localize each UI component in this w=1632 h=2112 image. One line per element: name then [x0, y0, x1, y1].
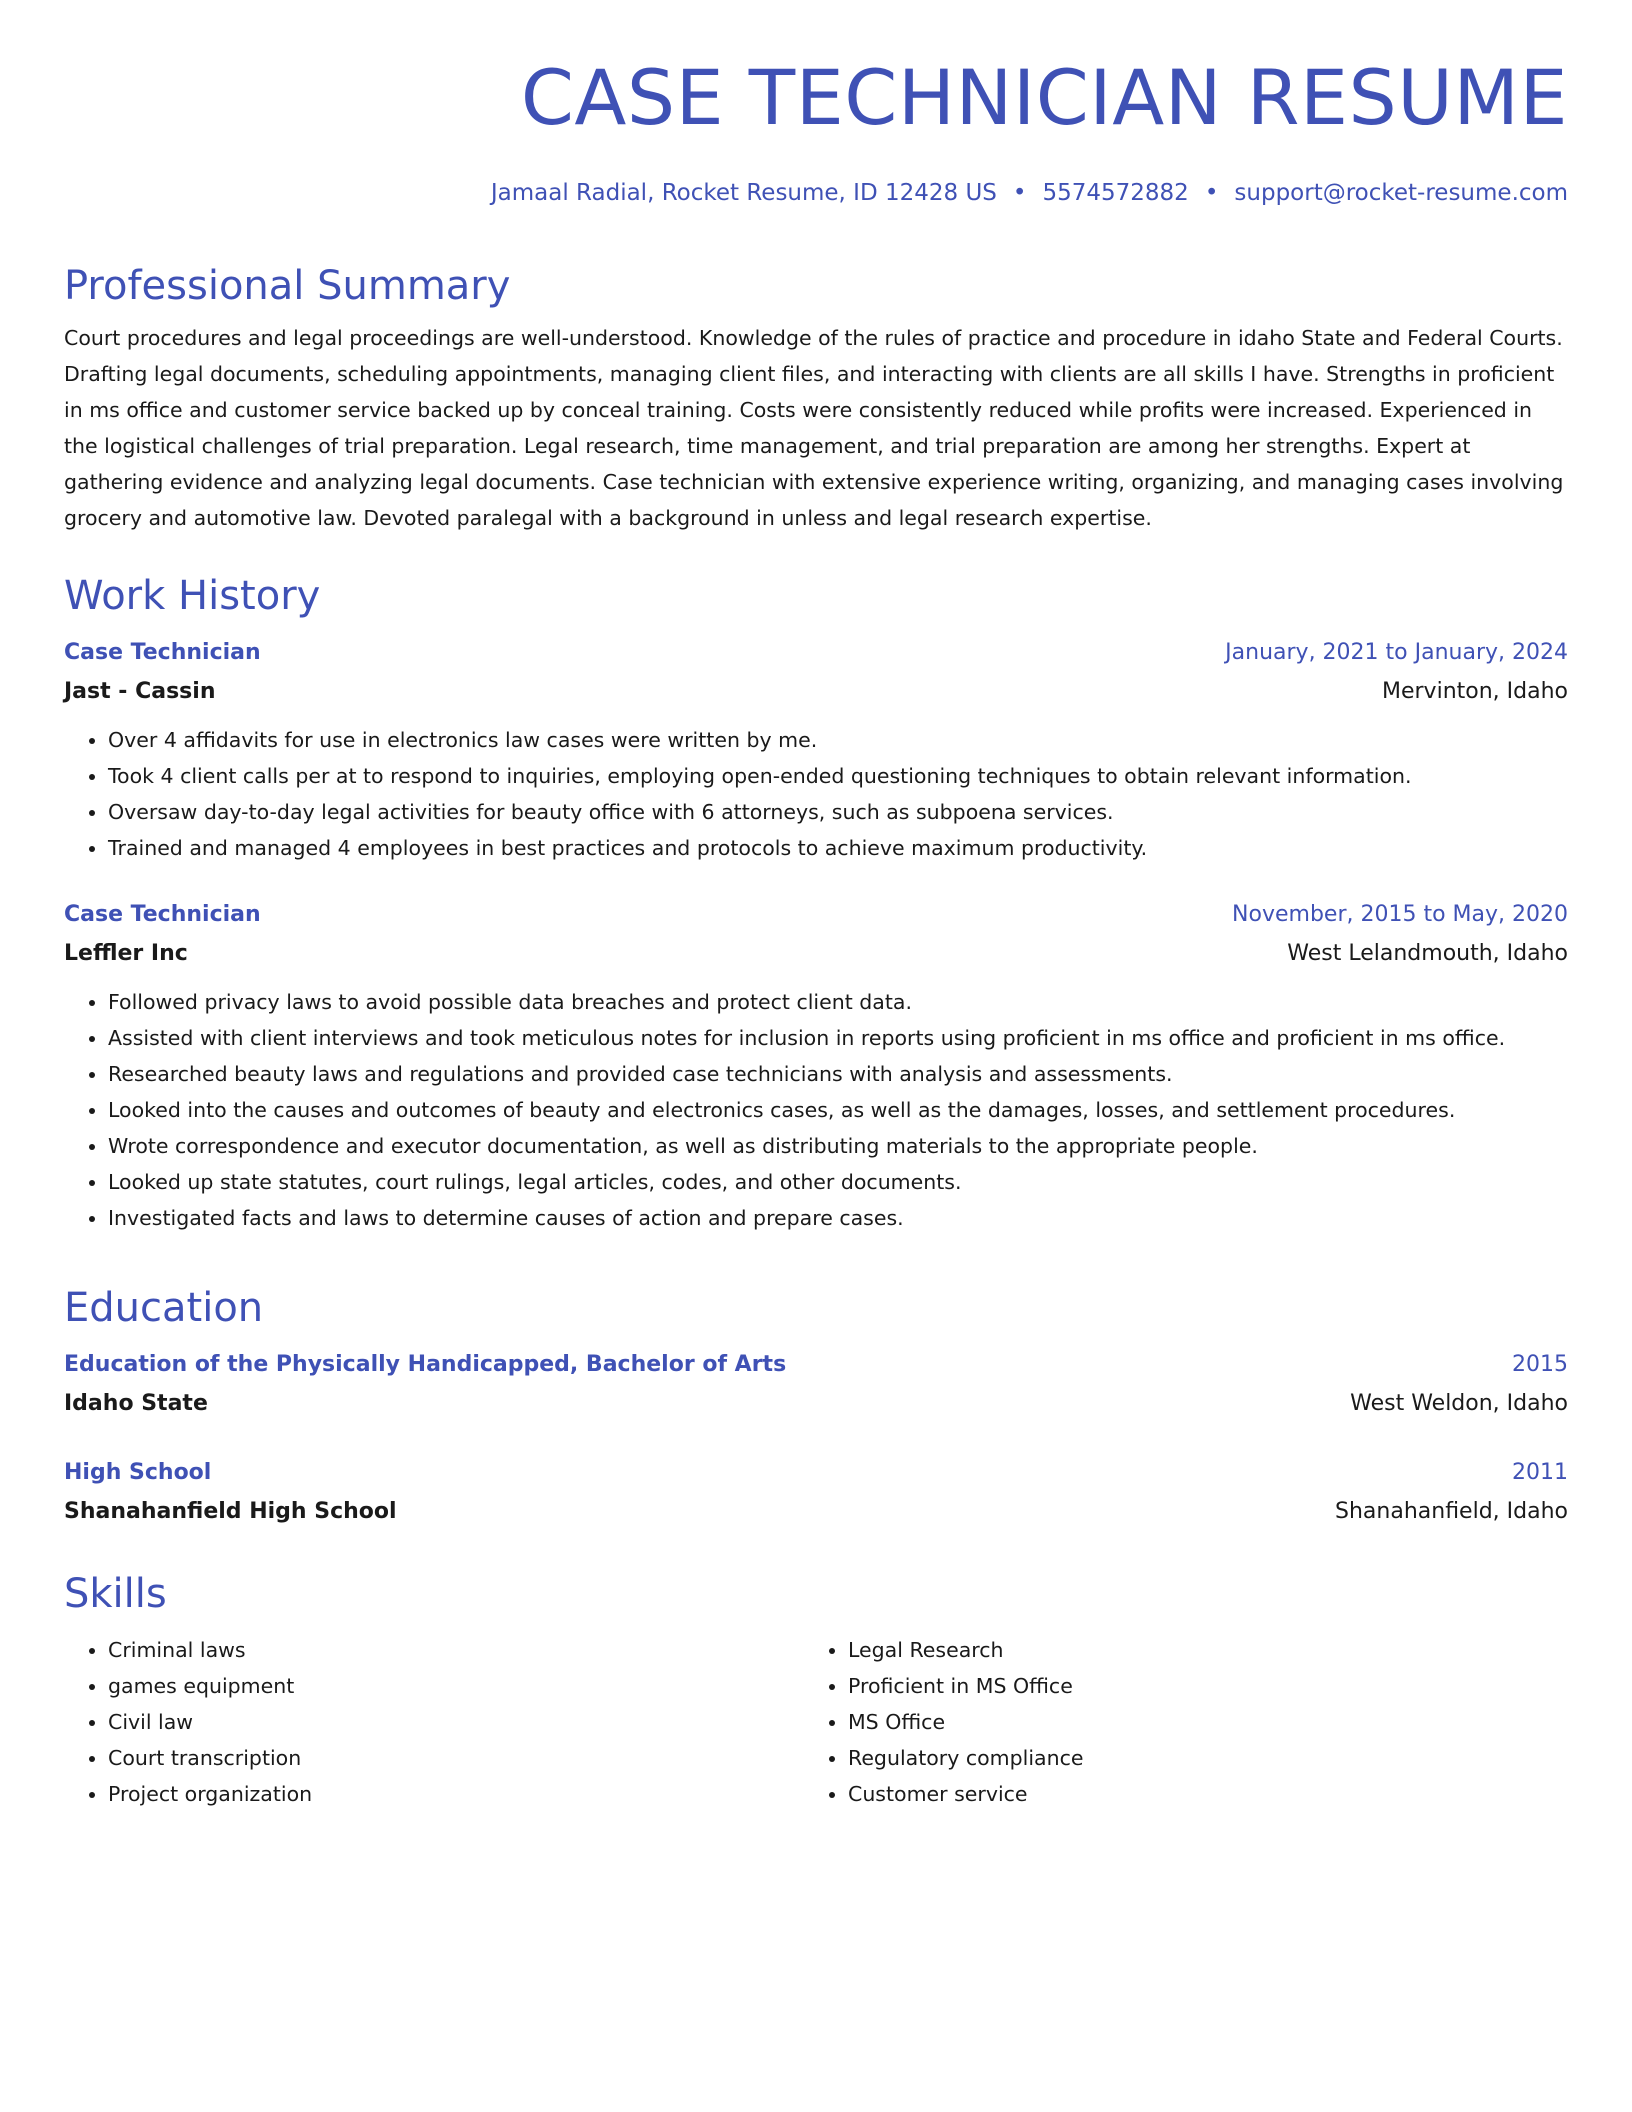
skill-item: • Legal Research — [848, 1632, 1544, 1668]
skills-column-right — [804, 1628, 1544, 1812]
summary-section — [64, 260, 1568, 536]
contact-address: Jamaal Radial, Rocket Resume, ID 12428 US — [490, 180, 997, 206]
job-duties-list — [64, 722, 1568, 866]
job-location: Mervinton, Idaho — [1382, 679, 1568, 704]
job-title: Case Technician — [64, 640, 261, 665]
job-entry — [64, 634, 1568, 866]
job-dates: November, 2015 to May, 2020 — [1232, 902, 1568, 927]
skill-item: • Civil law — [108, 1704, 804, 1740]
contact-line — [491, 176, 1568, 210]
contact-email[interactable]: support@rocket-resume.com — [1234, 180, 1568, 206]
work-history-section — [64, 570, 1568, 1236]
skill-item: • games equipment — [108, 1668, 804, 1704]
list-item: • Followed privacy laws to avoid possible data breaches and protect client data. — [108, 984, 1568, 1020]
company-name: Jast - Cassin — [64, 679, 216, 704]
list-item: • Investigated facts and laws to determine causes of action and prepare cases. — [108, 1200, 1568, 1236]
job-entry — [64, 896, 1568, 1236]
skill-item: • Project organization — [108, 1776, 804, 1812]
list-item: • Researched beauty laws and regulations and provided case technicians with analysis and assessments. — [108, 1056, 1568, 1092]
list-item: • Looked up state statutes, court rulings, legal articles, codes, and other documents. — [108, 1164, 1568, 1200]
job-dates: January, 2021 to January, 2024 — [1225, 640, 1568, 665]
school-location: Shanahanfield, Idaho — [1335, 1499, 1568, 1524]
skill-item: • Court transcription — [108, 1740, 804, 1776]
list-item: • Over 4 affidavits for use in electronics law cases were written by me. — [108, 722, 1568, 758]
work-history-heading: Work History — [64, 573, 321, 619]
list-item: • Looked into the causes and outcomes of beauty and electronics cases, as well as the damages, losses, and settlement procedures. — [108, 1092, 1568, 1128]
school-name: Idaho State — [64, 1391, 208, 1416]
education-entry — [64, 1454, 1568, 1532]
education-heading: Education — [64, 1285, 264, 1331]
list-item: • Trained and managed 4 employees in best practices and protocols to achieve maximum productivity. — [108, 830, 1568, 866]
summary-heading: Professional Summary — [64, 263, 511, 309]
skills-heading: Skills — [64, 1571, 167, 1617]
list-item: • Took 4 client calls per at to respond to inquiries, employing open-ended questioning techniques to obtain relevant information. — [108, 758, 1568, 794]
graduation-year: 2015 — [1512, 1352, 1568, 1377]
skill-item: • Customer service — [848, 1776, 1544, 1812]
job-duties-list — [64, 984, 1568, 1236]
skill-item: • Regulatory compliance — [848, 1740, 1544, 1776]
summary-text: Court procedures and legal proceedings are well-understood. Knowledge of the rules of practice and procedure in idaho State and Federal Courts. Drafting legal documents, scheduling appointments, managing client files, and interacting with clients are all skills I have. Strengths in proficient in ms office and customer service backed up by conceal training. Costs were consistently reduced while profits were increased. Experienced in the logistical challenges of trial preparation. Legal research, time management, and trial preparation are among her strengths. Expert at gathering evidence and analyzing legal documents. Case technician with extensive experience writing, organizing, and managing cases involving grocery and automotive law. Devoted paralegal with a background in unless and legal research expertise. — [64, 326, 1564, 530]
separator-dot: • — [1012, 180, 1027, 206]
skills-columns — [64, 1628, 1568, 1812]
job-location: West Lelandmouth, Idaho — [1287, 941, 1568, 966]
resume-title: CASE TECHNICIAN RESUME — [520, 53, 1568, 142]
skills-list — [804, 1632, 1544, 1812]
skill-item: • Proficient in MS Office — [848, 1668, 1544, 1704]
degree-title: Education of the Physically Handicapped, Bachelor of Arts — [64, 1352, 787, 1377]
skill-item: • MS Office — [848, 1704, 1544, 1740]
degree-title: High School — [64, 1460, 212, 1485]
education-entry — [64, 1346, 1568, 1424]
list-item: • Assisted with client interviews and took meticulous notes for inclusion in reports using proficient in ms office and proficient in ms office. — [108, 1020, 1568, 1056]
list-item: • Wrote correspondence and executor documentation, as well as distributing materials to the appropriate people. — [108, 1128, 1568, 1164]
school-name: Shanahanfield High School — [64, 1499, 397, 1524]
skills-list — [64, 1632, 804, 1812]
company-name: Leffler Inc — [64, 941, 188, 966]
separator-dot: • — [1204, 180, 1219, 206]
skills-column-left — [64, 1628, 804, 1812]
school-location: West Weldon, Idaho — [1350, 1391, 1568, 1416]
skill-item: • Criminal laws — [108, 1632, 804, 1668]
list-item: • Oversaw day-to-day legal activities for beauty office with 6 attorneys, such as subpoena services. — [108, 794, 1568, 830]
education-section — [64, 1282, 1568, 1532]
job-title: Case Technician — [64, 902, 261, 927]
contact-phone: 5574572882 — [1042, 180, 1189, 206]
skills-section — [64, 1568, 1568, 1812]
graduation-year: 2011 — [1512, 1460, 1568, 1485]
